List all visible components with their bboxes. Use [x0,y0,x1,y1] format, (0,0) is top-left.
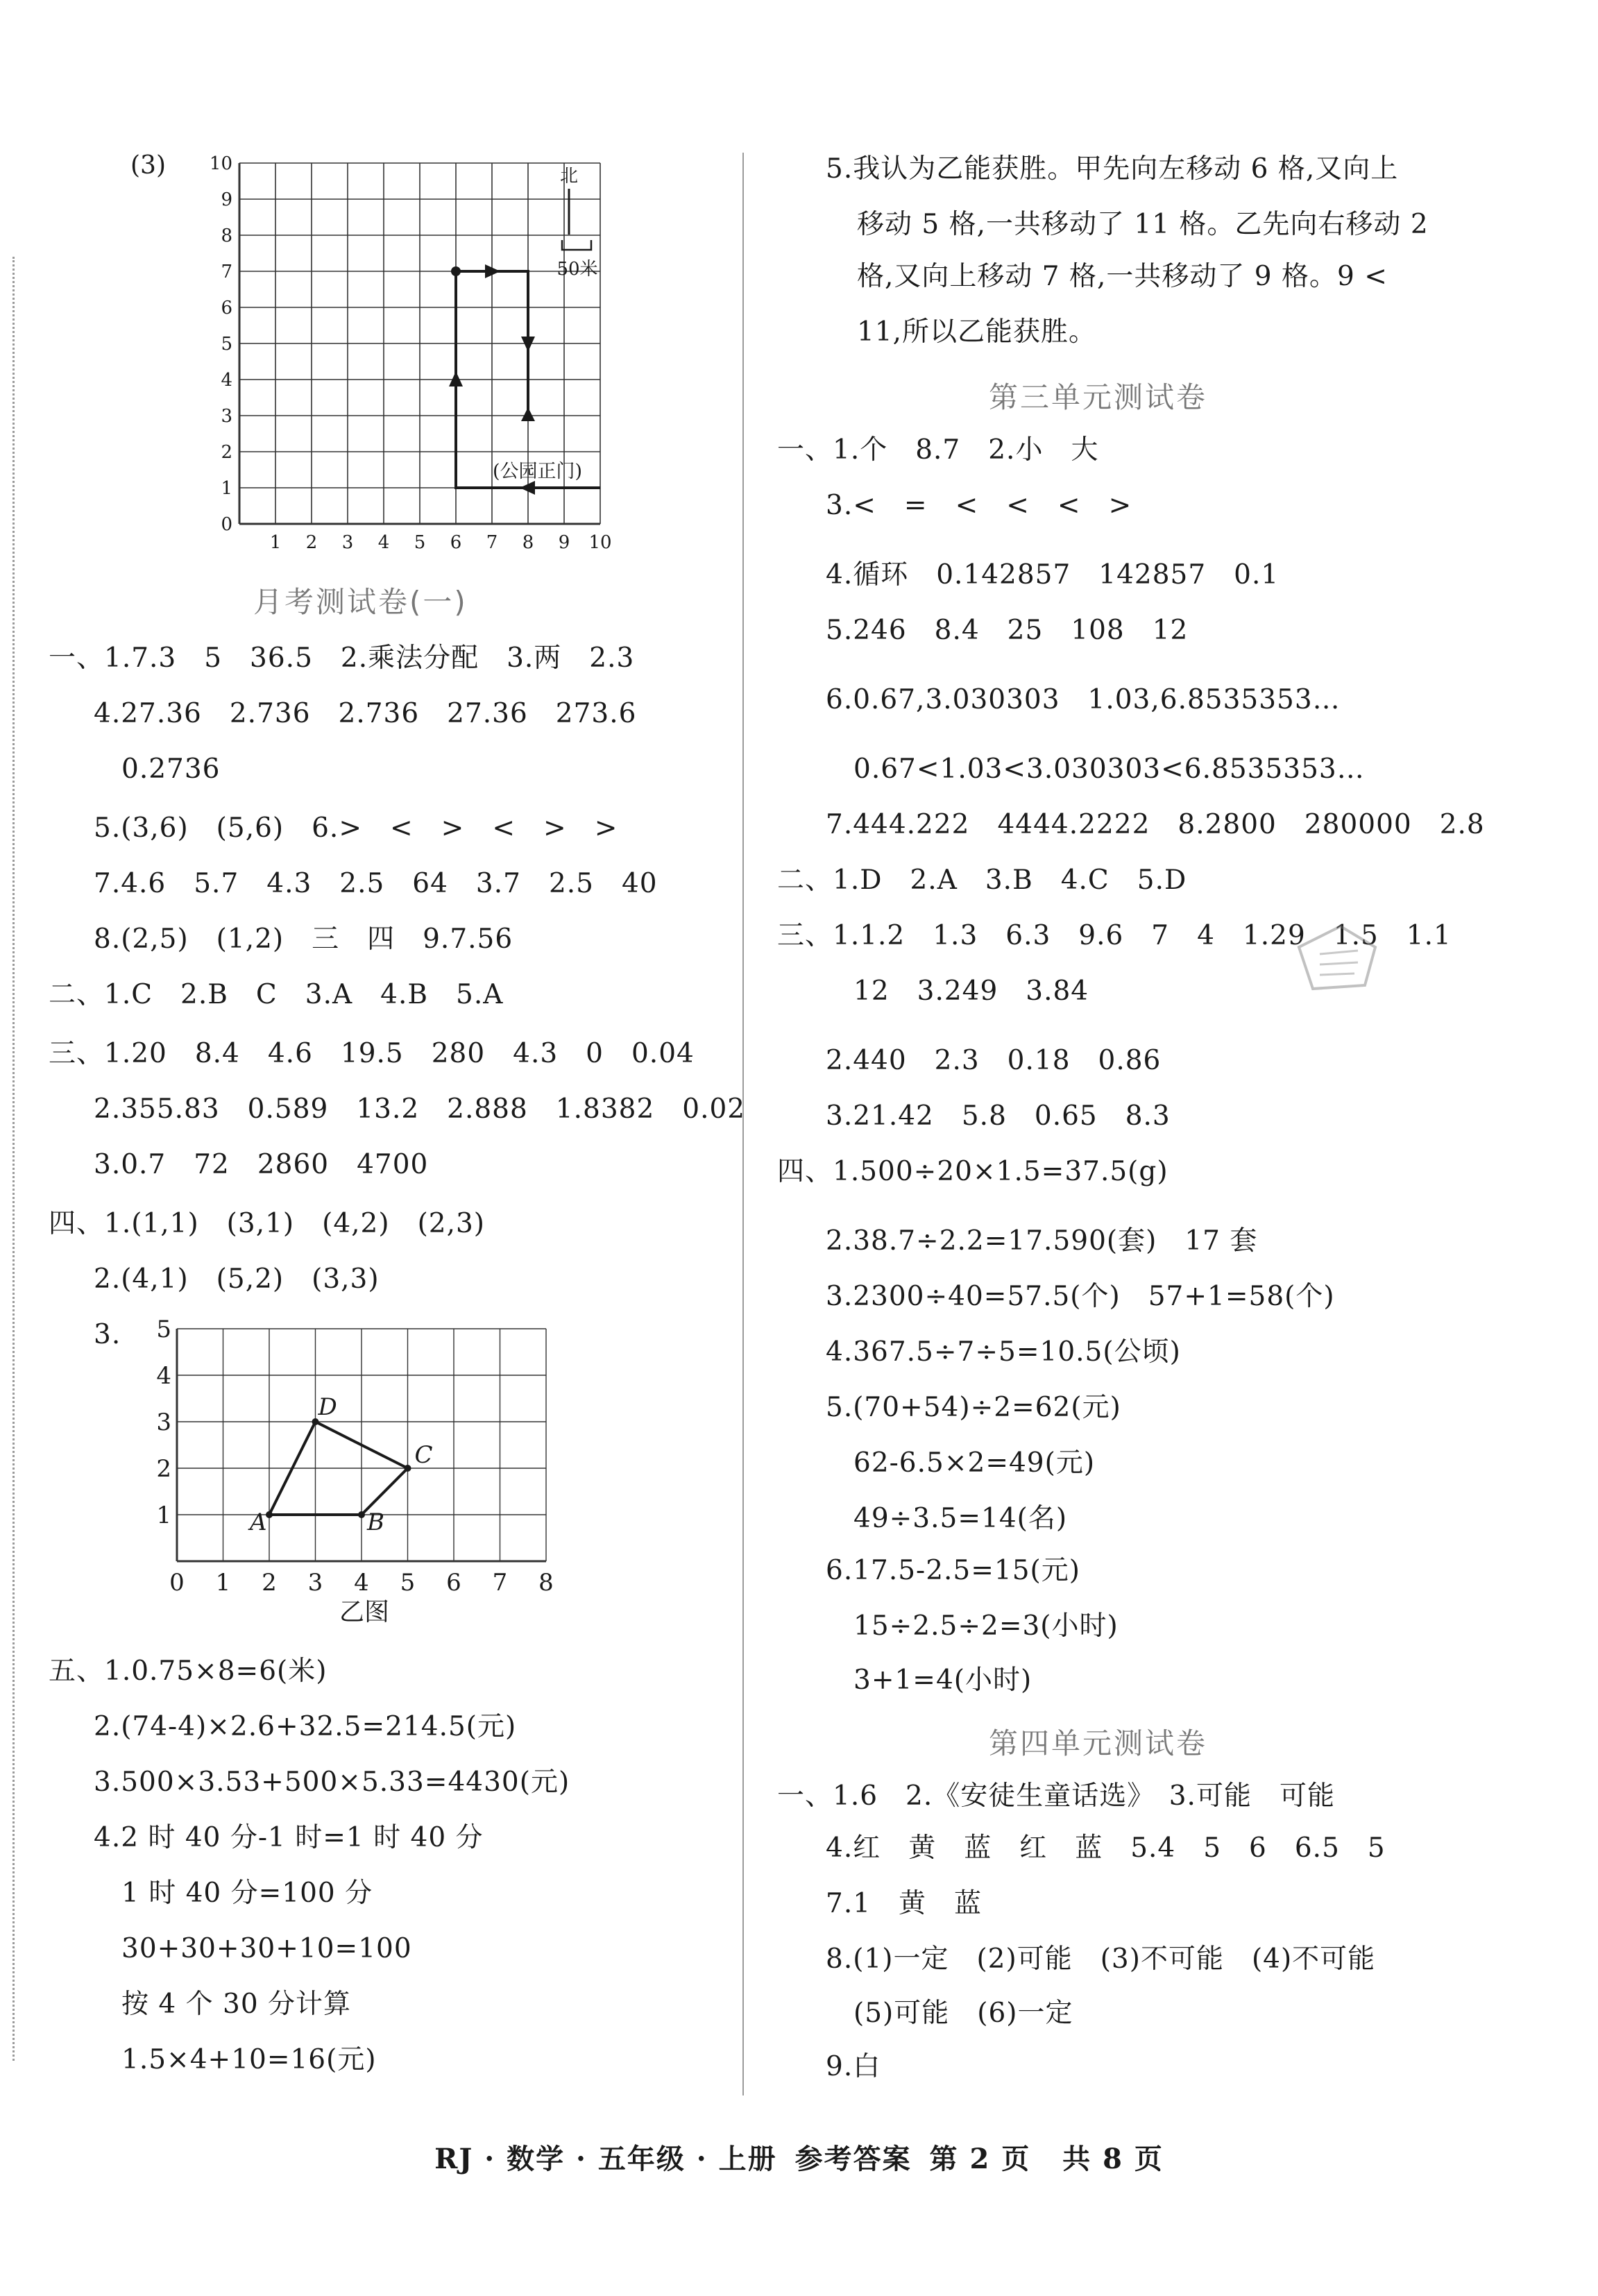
answer-line: 5.(70+54)÷2=62(元) [826,1392,1121,1423]
route-end-marker-icon [521,407,535,421]
y-tick-label: 4 [221,370,232,391]
answer-line: 1 时 40 分=100 分 [121,1878,373,1909]
answer-line: 二、1.C 2.B C 3.A 4.B 5.A [49,979,504,1010]
y-tick-label: 9 [221,189,232,210]
answer-line: 11,所以乙能获胜。 [857,316,1097,348]
answer-line: 2.440 2.3 0.18 0.86 [826,1045,1162,1076]
answer-line: 三、1.20 8.4 4.6 19.5 280 4.3 0 0.04 [49,1038,695,1069]
y-tick-label: 1 [156,1502,171,1529]
answer-line: 6.0.67,3.030303 1.03,6.8535353… [826,684,1341,715]
x-tick-labels [270,532,612,553]
y-tick-label: 5 [221,334,232,355]
answer-line: 按 4 个 30 分计算 [121,1989,352,2020]
answer-line: 4.2 时 40 分-1 时=1 时 40 分 [94,1822,484,1853]
y-tick-label: 6 [221,298,232,318]
answer-line: 8.(1)一定 (2)可能 (3)不可能 (4)不可能 [826,1944,1376,1975]
x-tick-label: 5 [400,1569,416,1597]
answer-line: 0.67<1.03<3.030303<6.8535353… [853,754,1365,785]
answer-line: 一、1.个 8.7 2.小 大 [777,434,1099,466]
answer-line: 3.21.42 5.8 0.65 8.3 [826,1100,1171,1132]
y-tick-label: 4 [156,1362,171,1390]
y-tick-label: 1 [221,478,232,499]
y-tick-label: 0 [221,514,232,535]
x-tick-label: 2 [305,532,318,553]
answer-line: 1.5×4+10=16(元) [121,2044,377,2075]
y-tick-label: 7 [221,262,232,282]
section-title-unit3: 第三单元测试卷 [989,380,1208,414]
answer-line: 一、1.7.3 5 36.5 2.乘法分配 3.两 2.3 [49,643,635,674]
answer-line: 移动 5 格,一共移动了 11 格。乙先向右移动 2 [857,209,1429,240]
x-tick-label: 8 [538,1569,554,1597]
answer-line: 3.2300÷40=57.5(个) 57+1=58(个) [826,1281,1335,1312]
answer-line: 0.2736 [121,754,221,785]
vertex-label: A [250,1508,267,1536]
answer-line: 3.0.7 72 2860 4700 [94,1149,429,1180]
answer-line: 三、1.1.2 1.3 6.3 9.6 7 4 1.29 1.5 1.1 [777,920,1452,951]
answer-line: 3. [94,1319,121,1350]
answer-line: 9.白 [826,2051,881,2082]
answer-line: 2.355.83 0.589 13.2 2.888 1.8382 0.02 [94,1094,746,1125]
x-tick-label: 7 [486,532,498,553]
x-tick-label: 4 [377,532,390,553]
footer-page-number: 第 2 页 [929,2143,1031,2175]
answer-line: 7.4.6 5.7 4.3 2.5 64 3.7 2.5 40 [94,868,658,899]
question-label: (3) [130,151,166,180]
x-tick-label: 3 [341,532,354,553]
x-tick-label: 7 [492,1569,508,1597]
x-tick-label: 6 [446,1569,461,1597]
x-tick-label: 10 [588,532,612,553]
park-route-grid [125,146,624,562]
answer-line: (5)可能 (6)一定 [853,1998,1073,2029]
y-tick-labels [156,1316,171,1529]
vertex-point [405,1465,411,1472]
x-tick-label: 4 [354,1569,369,1597]
quadrilateral-grid [125,1315,583,1634]
footer-total-pages: 共 8 页 [1062,2143,1164,2175]
x-tick-label: 2 [262,1569,277,1597]
x-tick-label: 5 [414,532,426,553]
answer-line: 5.(3,6) (5,6) 6.> < > < > > [94,813,618,844]
answer-line: 四、1.500÷20×1.5=37.5(g) [777,1156,1168,1187]
y-tick-labels [210,153,232,535]
scale-bar-line [562,240,591,250]
route-arrow-icon [449,371,463,386]
y-tick-label: 10 [209,153,232,174]
figure-caption: 乙图 [339,1598,390,1626]
north-label: 北 [559,166,579,187]
y-tick-label: 2 [221,442,232,463]
north-indicator [560,166,578,235]
y-tick-label: 3 [156,1409,171,1436]
answer-line: 二、1.D 2.A 3.B 4.C 5.D [777,865,1187,896]
binding-cut-line [12,257,15,2061]
y-tick-label: 3 [221,406,232,427]
route-arrow-icon [485,264,500,278]
y-tick-label: 8 [221,226,232,246]
page-footer [0,2137,1598,2177]
answer-line: 3.500×3.53+500×5.33=4430(元) [94,1767,570,1798]
answer-line: 5.我认为乙能获胜。甲先向左移动 6 格,又向上 [826,153,1399,185]
route-arrow-icon [521,337,535,352]
answer-line: 四、1.(1,1) (3,1) (4,2) (2,3) [49,1208,486,1239]
answer-line: 五、1.0.75×8=6(米) [49,1656,328,1687]
x-tick-label: 8 [522,532,534,553]
answer-line: 2.(4,1) (5,2) (3,3) [94,1264,380,1295]
y-tick-label: 5 [156,1316,171,1343]
y-tick-label: 2 [156,1455,171,1483]
x-tick-labels [169,1569,554,1597]
answer-line: 格,又向上移动 7 格,一共移动了 9 格。9 < [857,261,1388,292]
x-tick-label: 3 [307,1569,323,1597]
footer-brand: 参考答案 [794,2143,912,2175]
answer-line: 49÷3.5=14(名) [853,1503,1068,1534]
answer-line: 15÷2.5÷2=3(小时) [853,1610,1119,1642]
answer-line: 7.444.222 4444.2222 8.2800 280000 2.8 [826,809,1485,840]
x-tick-label: 1 [269,532,282,553]
answer-line: 4.367.5÷7÷5=10.5(公顷) [826,1336,1181,1368]
vertex-point [358,1511,365,1518]
answer-line: 2.(74-4)×2.6+32.5=214.5(元) [94,1711,517,1742]
x-tick-label: 6 [450,532,462,553]
x-tick-label: 0 [169,1569,185,1597]
x-tick-label: 9 [558,532,570,553]
section-title-monthly-test: 月考测试卷(一) [253,585,468,619]
section-title-unit4: 第四单元测试卷 [989,1726,1208,1760]
answer-line: 4.27.36 2.736 2.736 27.36 273.6 [94,698,637,729]
answer-line: 30+30+30+10=100 [121,1933,412,1964]
scale-label: 50米 [556,259,598,280]
watermark-stamp-icon [1292,919,1382,996]
footer-series: RJ · 数学 · 五年级 · 上册 [434,2143,777,2175]
answer-line: 12 3.249 3.84 [853,976,1089,1007]
answer-line: 7.1 黄 蓝 [826,1888,983,1919]
scale-bar [556,240,597,280]
answer-line: 5.246 8.4 25 108 12 [826,615,1189,646]
answer-line: 3+1=4(小时) [853,1665,1032,1696]
answer-line: 6.17.5-2.5=15(元) [826,1555,1080,1586]
vertex-label: C [414,1441,433,1469]
vertex-label: B [367,1508,384,1536]
answer-line: 2.38.7÷2.2=17.590(套) 17 套 [826,1225,1258,1257]
vertex-label: D [318,1393,337,1421]
answer-line: 4.红 黄 蓝 红 蓝 5.4 5 6 6.5 5 [826,1832,1386,1864]
answer-line: 4.循环 0.142857 142857 0.1 [826,559,1280,590]
x-tick-label: 1 [215,1569,231,1597]
answer-line: 3.< = < < < > [826,490,1132,521]
turn-point-marker [451,266,461,276]
answer-line: 62-6.5×2=49(元) [853,1447,1096,1479]
answer-line: 一、1.6 2.《安徒生童话选》 3.可能 可能 [777,1780,1335,1812]
route-arrow-icon [520,481,535,495]
gate-label: (公园正门) [493,461,583,482]
answer-line: 8.(2,5) (1,2) 三 四 9.7.56 [94,924,513,955]
